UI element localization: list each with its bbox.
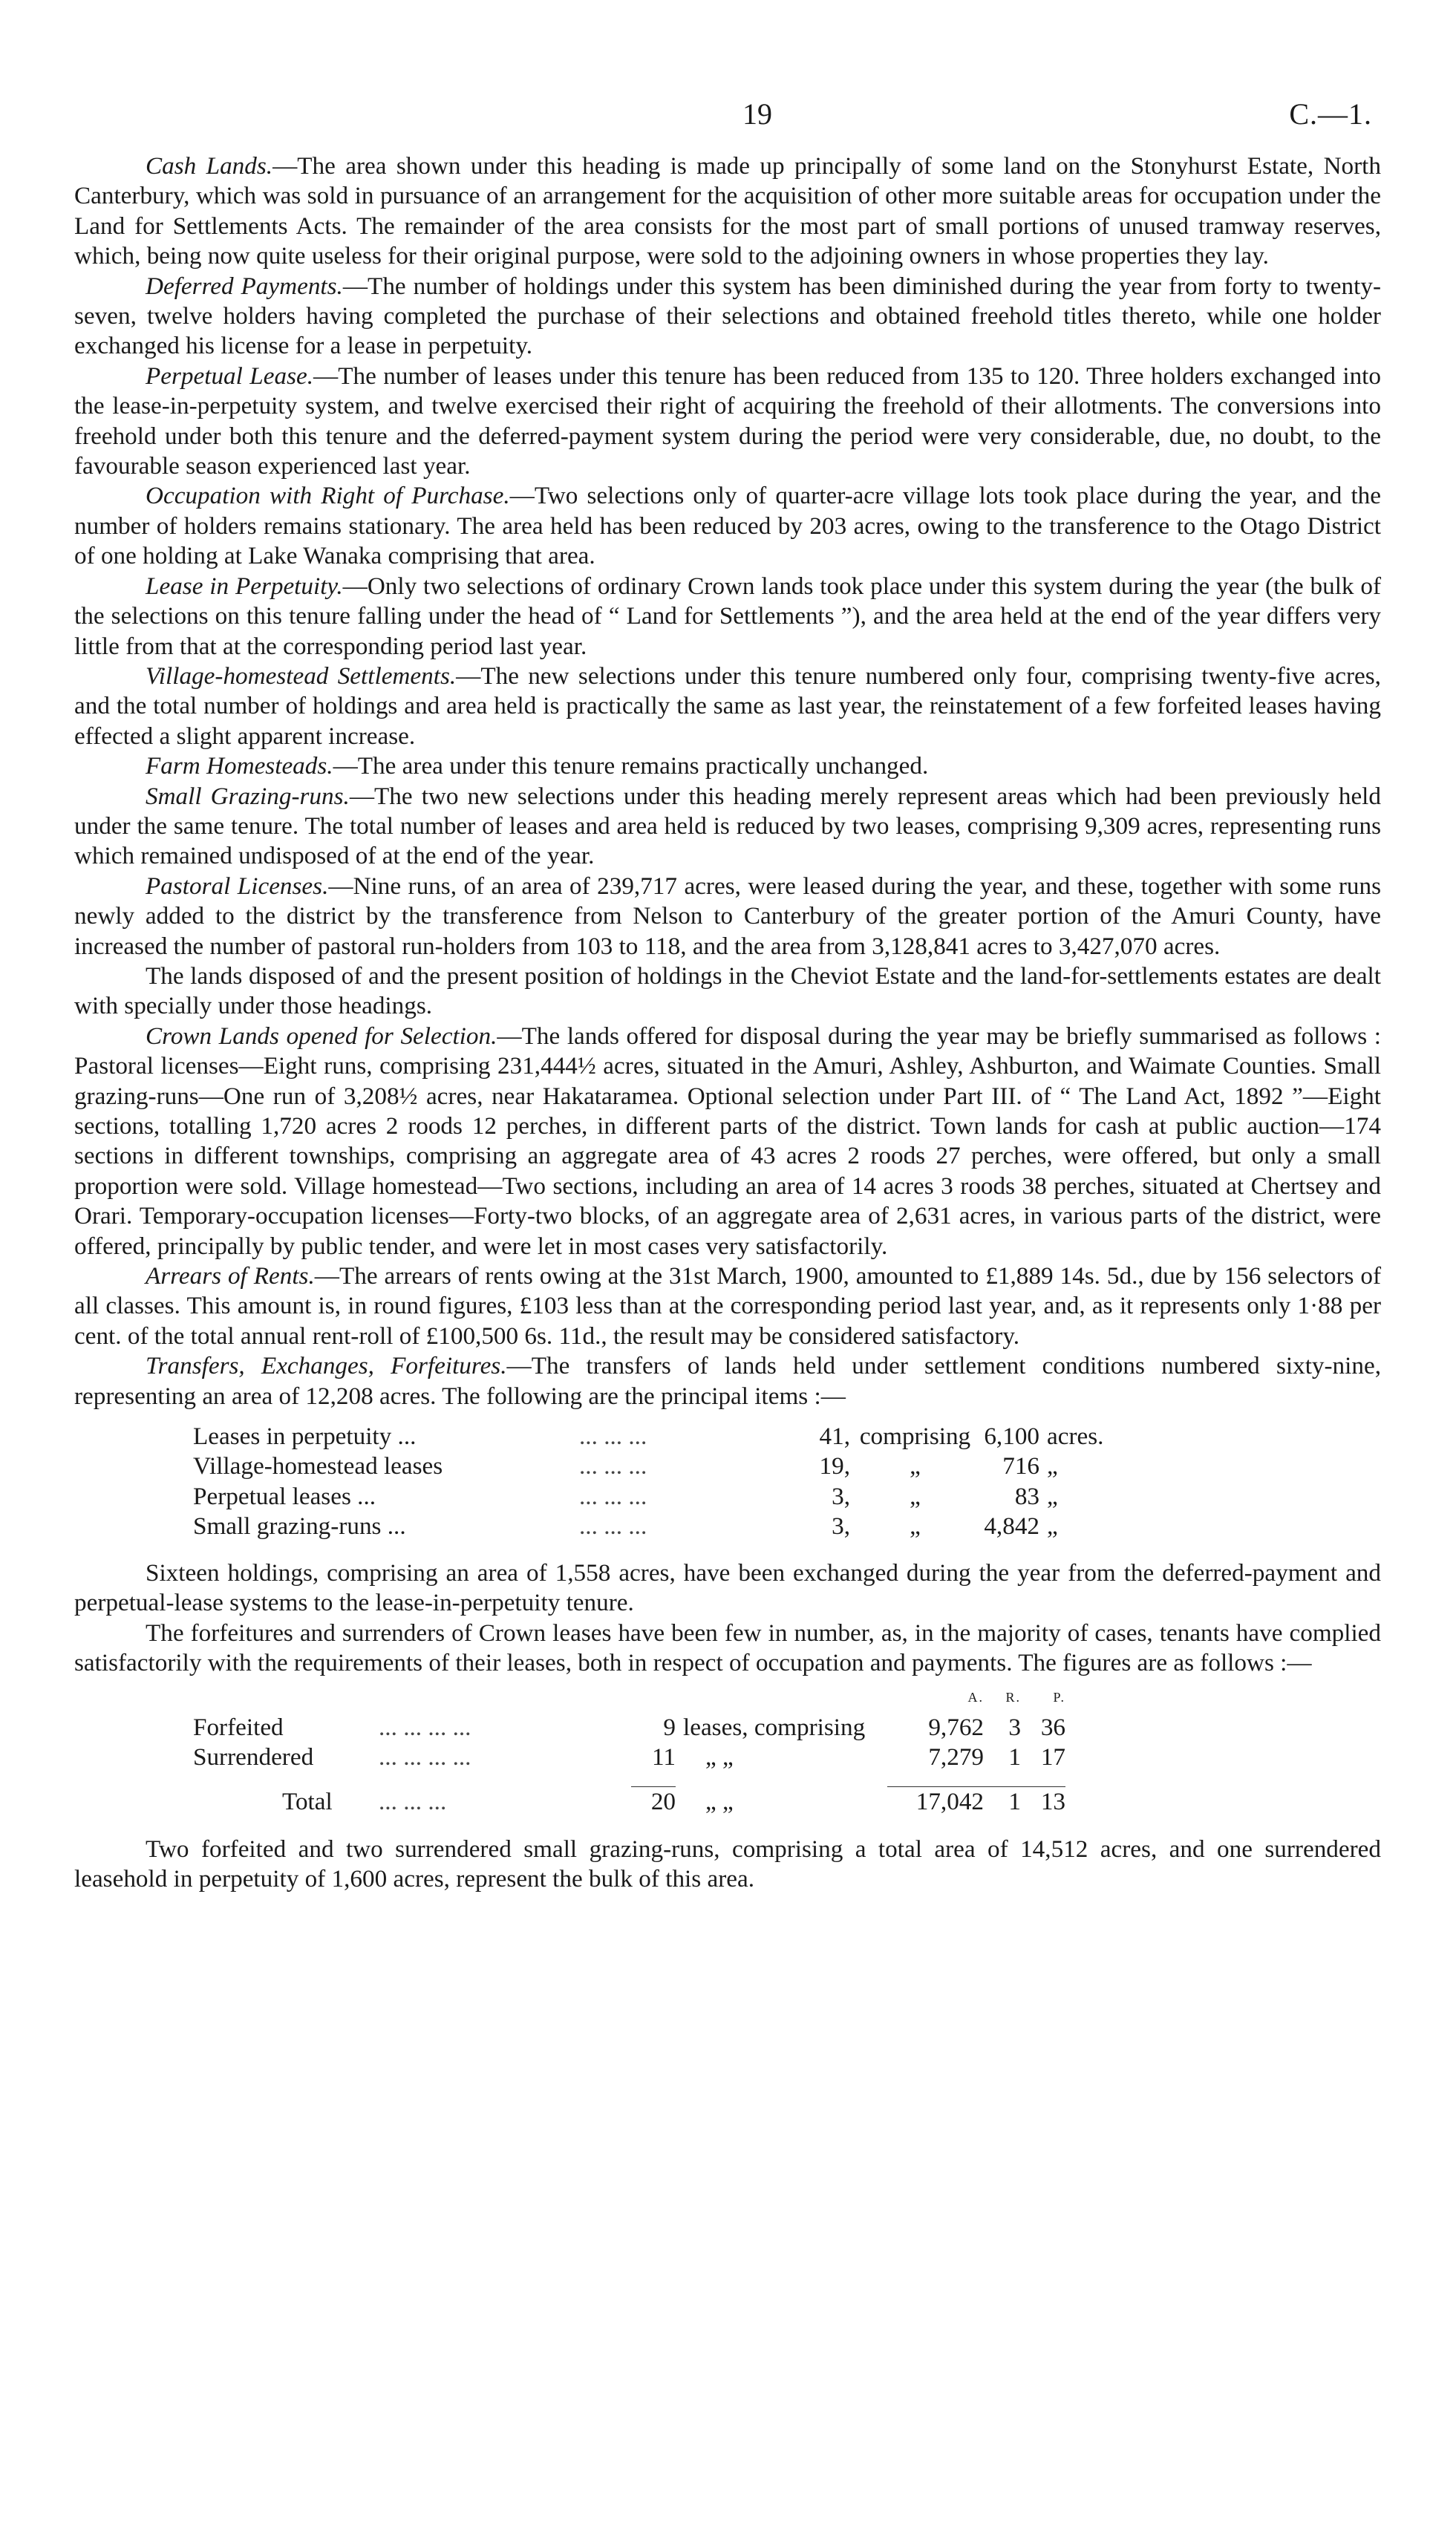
table-header-row: A. R. P. [967, 1690, 1065, 1705]
page-number: 19 [742, 97, 772, 131]
table-row: Leases in perpetuity ... ... ... ... 41, comprising 6,100 acres. [193, 1423, 1104, 1451]
table-row: Forfeited ... ... ... ... 9 leases, comprising 9,762 3 36 [193, 1713, 1065, 1741]
paragraph-cash-lands: Cash Lands.—The area shown under this heading is made up principally of some land on the Stonyhurst Estate, North Canterbury, which was sold in pursuance of an arrangement for the acquisition of other more suitable areas for occupation under the Land for Settlements Acts. The remainder of the area consists for the most part of small portions of unused tramway reserves, which, being now quite useless for their original purpose, were sold to the adjoining owners in whose properties they lay. [74, 152, 1381, 270]
paragraph-exchanges: Sixteen holdings, comprising an area of 1,558 acres, have been exchanged during the year from the deferred-payment and perpetual-lease systems to the lease-in-perpetuity tenure. [74, 1558, 1381, 1617]
paragraph-pastoral-licenses: Pastoral Licenses.—Nine runs, of an area of 239,717 acres, were leased during the year, and these, together with some runs newly added to the district by the transference from Nelson to Canterbury of the greater portion of the Amuri County, have increased the number of pastoral run-holders from 103 to 118, and the area from 3,128,841 acres to 3,427,070 acres. [74, 872, 1381, 960]
document-reference: C.—1. [1289, 97, 1372, 131]
page-header [74, 97, 1381, 141]
paragraph-village-homestead: Village-homestead Settlements.—The new selections under this tenure numbered only four, comprising twenty-five acres, and the total number of holdings and area held is practically the same as last year, the reinstatement of a few forfeited leases having effected a slight apparent increase. [74, 662, 1381, 750]
paragraph-transfers: Transfers, Exchanges, Forfeitures.—The transfers of lands held under settlement conditions numbered sixty-nine, representing an area of 12,208 acres. The following are the principal items :— [74, 1352, 1381, 1410]
paragraph-forfeitures: The forfeitures and surrenders of Crown leases have been few in number, as, in the majority of cases, tenants have complied satisfactorily with the requirements of their leases, both in respect of occupation and payments. The figures are as follows :— [74, 1619, 1381, 1676]
paragraph-closing: Two forfeited and two surrendered small grazing-runs, comprising a total area of 14,512 acres, and one surrendered leasehold in perpetuity of 1,600 acres, represent the bulk of this area. [74, 1835, 1381, 1893]
paragraph-farm-homesteads: Farm Homesteads.—The area under this tenure remains practically unchanged. [146, 752, 929, 780]
transfer-items-table [193, 1422, 1121, 1542]
forfeit-surrender-table [193, 1682, 1065, 1817]
paragraph-perpetual-lease: Perpetual Lease.—The number of leases under this tenure has been reduced from 135 to 120. Three holders exchanged into the lease-in-perpetuity system, and twelve exercised their right of acquiring the freehold of their allotments. The conversions into freehold under both this tenure and the deferred-payment system during the period were very considerable, due, no doubt, to the favourable season experienced last year. [74, 362, 1381, 480]
paragraph-crown-lands-opened: Crown Lands opened for Selection.—The lands offered for disposal during the year may be briefly summarised as follows : Pastoral licenses—Eight runs, comprising 231,444½ acres, situated in the Amuri, Ashley, Ashburton, and Waimate Counties. Small grazing-runs—One run of 3,208½ acres, near Hakataramea. Optional selection under Part III. of “ The Land Act, 1892 ”—Eight sections, totalling 1,720 acres 2 roods 12 perches, in different parts of the district. Town lands for cash at public auction—174 sections in different townships, comprising an aggregate area of 43 acres 2 roods 27 perches, were offered, but only a small proportion were sold. Village homestead—Two sections, including an area of 14 acres 3 roods 38 perches, situated at Chertsey and Orari. Temporary-occupation licenses—Forty-two blocks, of an aggregate area of 2,631 acres, in various parts of the district, were offered, principally by public tender, and were let in most cases very satisfactorily. [74, 1022, 1381, 1260]
table-row: Perpetual leases ... ... ... ... 3, „ 83 „ [193, 1482, 1058, 1510]
spacer-row [193, 1773, 1065, 1787]
table-row: Village-homestead leases ... ... ... 19, „ 716 „ [193, 1452, 1058, 1480]
table-total-row: Total ... ... ... 20 „ „ 17,042 1 13 [193, 1786, 1065, 1817]
table-row: Surrendered ... ... ... ... 11 „ „ 7,279 1 17 [193, 1743, 1065, 1771]
table-row: Small grazing-runs ... ... ... ... 3, „ 4,842 „ [193, 1512, 1058, 1541]
paragraph-occupation-right-purchase: Occupation with Right of Purchase.—Two selections only of quarter-acre village lots took place during the year, and the number of holders remains stationary. The area held has been reduced by 203 acres, owing to the transference to the Otago District of one holding at Lake Wanaka comprising that area. [74, 482, 1381, 570]
report-body [74, 151, 1381, 1895]
paragraph-arrears-of-rents: Arrears of Rents.—The arrears of rents owing at the 31st March, 1900, amounted to £1,889 14s. 5d., due by 156 selectors of all classes. This amount is, in round figures, £103 less than at the corresponding period last year, and, as it represents only 1·88 per cent. of the total annual rent-roll of £100,500 6s. 11d., the result may be considered satisfactory. [74, 1262, 1382, 1350]
document-page [74, 97, 1381, 1895]
paragraph-deferred-payments: Deferred Payments.—The number of holdings under this system has been diminished during the year from forty to twenty-seven, twelve holders having completed the purchase of their selections and obtained freehold titles thereto, while one holder exchanged his license for a lease in perpetuity. [74, 272, 1382, 360]
paragraph-small-grazing-runs: Small Grazing-runs.—The two new selections under this heading merely represent areas which had been previously held under the same tenure. The total number of leases and area held is reduced by two leases, comprising 9,309 acres, representing runs which remained undisposed of at the end of the year. [74, 782, 1381, 870]
paragraph-lease-in-perpetuity: Lease in Perpetuity.—Only two selections of ordinary Crown lands took place under this system during the year (the bulk of the selections on this tenure falling under the head of “ Land for Settlements ”), and the area held at the end of the year differs very little from that at the corresponding period last year. [74, 572, 1382, 660]
paragraph-cheviot-estate: The lands disposed of and the present position of holdings in the Cheviot Estate and the land-for-settlements estates are dealt with specially under those headings. [74, 961, 1381, 1020]
